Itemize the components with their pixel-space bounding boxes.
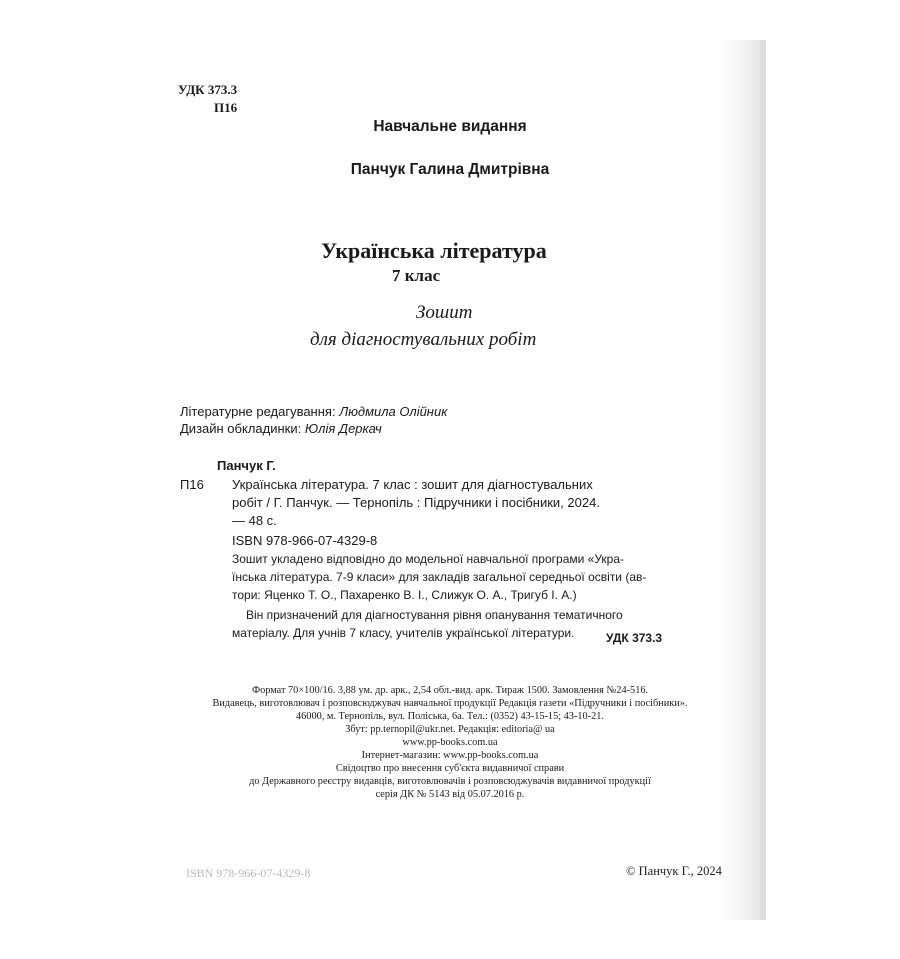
author-full-name: Панчук Галина Дмитрівна [350,161,550,178]
catalog-isbn: ISBN 978-966-07-4329-8 [232,533,378,548]
imprint-line-7: Свідоцтво про внесення суб'єкта видавничої справи [335,763,565,774]
description-line-1: Зошит укладено відповідно до модельної навчальної програми «Укра- [232,552,625,566]
edition-type: Навчальне видання [373,118,527,135]
description-line-4: Він призначений для діагностування рівня опанування тематичного [246,608,623,622]
grade: 7 клас [392,266,441,285]
description-line-3: тори: Яценко Т. О., Пахаренко В. І., Слижук О. А., Тригуб І. А.) [232,588,577,602]
copyright: © Панчук Г., 2024 [626,864,722,878]
catalog-author: Панчук Г. [217,458,276,473]
udk-top: УДК 373.3 [178,82,238,97]
imprint-line-1: Формат 70×100/16. 3,88 ум. др. арк., 2,54 обл.-вид. арк. Тираж 1500. Замовлення №24-516. [251,685,649,696]
code-top: П16 [214,100,238,115]
editor-line [180,404,447,419]
imprint-line-6: Інтернет-магазин: www.pp-books.com.ua [361,750,539,761]
subtitle-purpose: для діагностувальних робіт [310,329,537,350]
catalog-title-line-3: — 48 с. [232,513,277,528]
editor-name: Людмила Олійник [339,404,448,419]
catalog-code: П16 [180,477,204,492]
editor-label: Літературне редагування: [180,404,336,419]
isbn-bottom: ISBN 978-966-07-4329-8 [186,866,311,880]
cover-label: Дизайн обкладинки: [180,421,302,436]
imprint-line-4: Збут: pp.ternopil@ukr.net. Редакція: editoria@ ua [345,724,555,735]
cover-designer-name: Юлія Деркач [304,421,382,436]
catalog-udk: УДК 373.3 [606,631,663,645]
book-title: Українська література [321,238,547,263]
imprint-line-3: 46000, м. Тернопіль, вул. Поліська, 6а. Тел.: (0352) 43-15-15; 43-10-21. [296,711,604,722]
catalog-title-line-1: Українська література. 7 клас : зошит для діагностувальних [232,477,593,492]
cover-design-line [180,421,382,436]
description-line-5: матеріалу. Для учнів 7 класу, учителів української літератури. [232,626,575,640]
subtitle-notebook: Зошит [416,302,473,323]
imprint-line-5: www.pp-books.com.ua [402,737,498,748]
imprint-line-2: Видавець, виготовлювач і розповсюджувач навчальної продукції Редакція газети «Підручники і посібники». [212,698,688,709]
catalog-title-line-2: робіт / Г. Панчук. — Тернопіль : Підручники і посібники, 2024. [232,495,600,510]
imprint-line-8: до Державного реєстру видавців, виготовлювачів і розповсюджувачів видавничої продукції [249,776,651,787]
imprint-line-9: серія ДК № 5143 від 05.07.2016 р. [375,789,525,800]
description-line-2: їнська література. 7-9 класи» для закладів загальної середньої освіти (ав- [232,570,647,584]
